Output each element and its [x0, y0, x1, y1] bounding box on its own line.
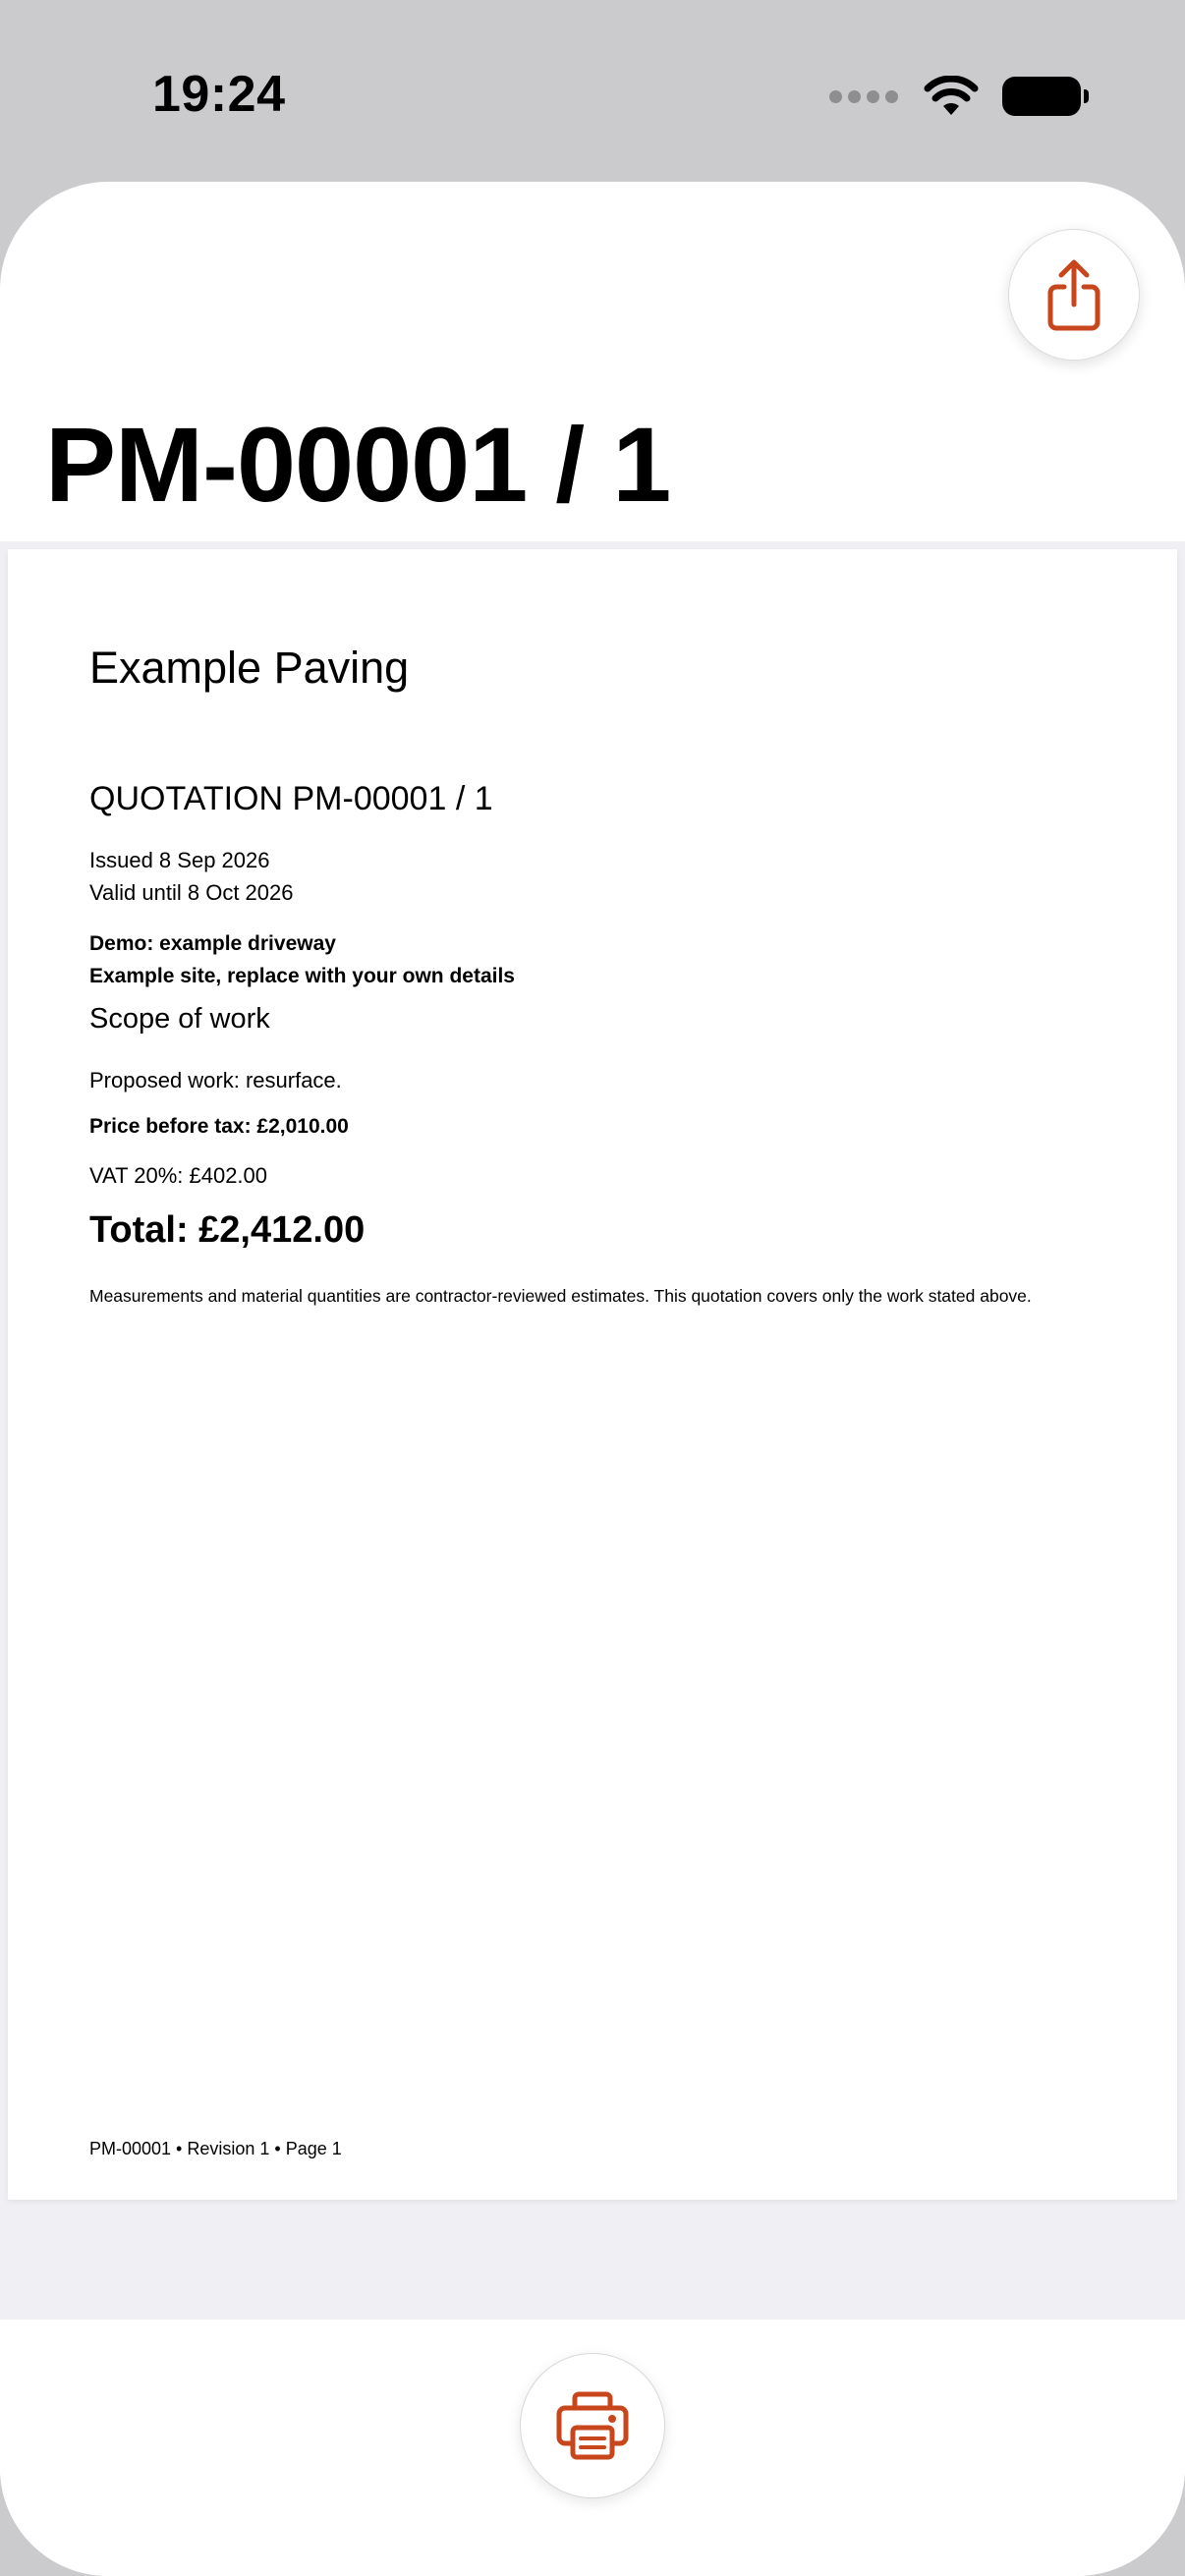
issued-date: Issued 8 Sep 2026 [89, 848, 270, 872]
site-block [89, 927, 515, 992]
pdf-preview-area[interactable] [0, 541, 1185, 2320]
scope-heading: Scope of work [89, 1003, 270, 1035]
status-icons [829, 73, 1081, 120]
dates-block [89, 844, 294, 909]
print-button[interactable] [520, 2353, 665, 2498]
page-title: PM-00001 / 1 [45, 405, 671, 524]
page-footer: PM-00001 • Revision 1 • Page 1 [89, 2139, 342, 2158]
quote-preview-sheet [0, 182, 1185, 2576]
total-line: Total: £2,412.00 [89, 1209, 366, 1251]
bottom-toolbar [0, 2320, 1185, 2576]
vat-line: VAT 20%: £402.00 [89, 1163, 268, 1188]
status-time: 19:24 [152, 66, 286, 123]
proposed-work: Proposed work: resurface. [89, 1068, 342, 1092]
quotation-heading: QUOTATION PM-00001 / 1 [89, 780, 493, 817]
valid-until-date: Valid until 8 Oct 2026 [89, 880, 294, 905]
status-bar [0, 0, 1185, 182]
share-button[interactable] [1008, 229, 1140, 361]
pdf-page [8, 549, 1177, 2200]
site-name: Demo: example driveway [89, 932, 336, 955]
battery-icon [1002, 77, 1081, 116]
wifi-icon [924, 76, 979, 117]
share-icon [1043, 257, 1105, 332]
price-before-tax: Price before tax: £2,010.00 [89, 1115, 349, 1138]
site-address: Example site, replace with your own details [89, 965, 515, 987]
disclaimer: Measurements and material quantities are contractor-reviewed estimates. This quotation covers only the work stated above. [89, 1286, 1032, 1306]
printer-icon [555, 2390, 630, 2461]
cellular-signal-icon [829, 90, 898, 103]
company-name: Example Paving [89, 643, 410, 693]
